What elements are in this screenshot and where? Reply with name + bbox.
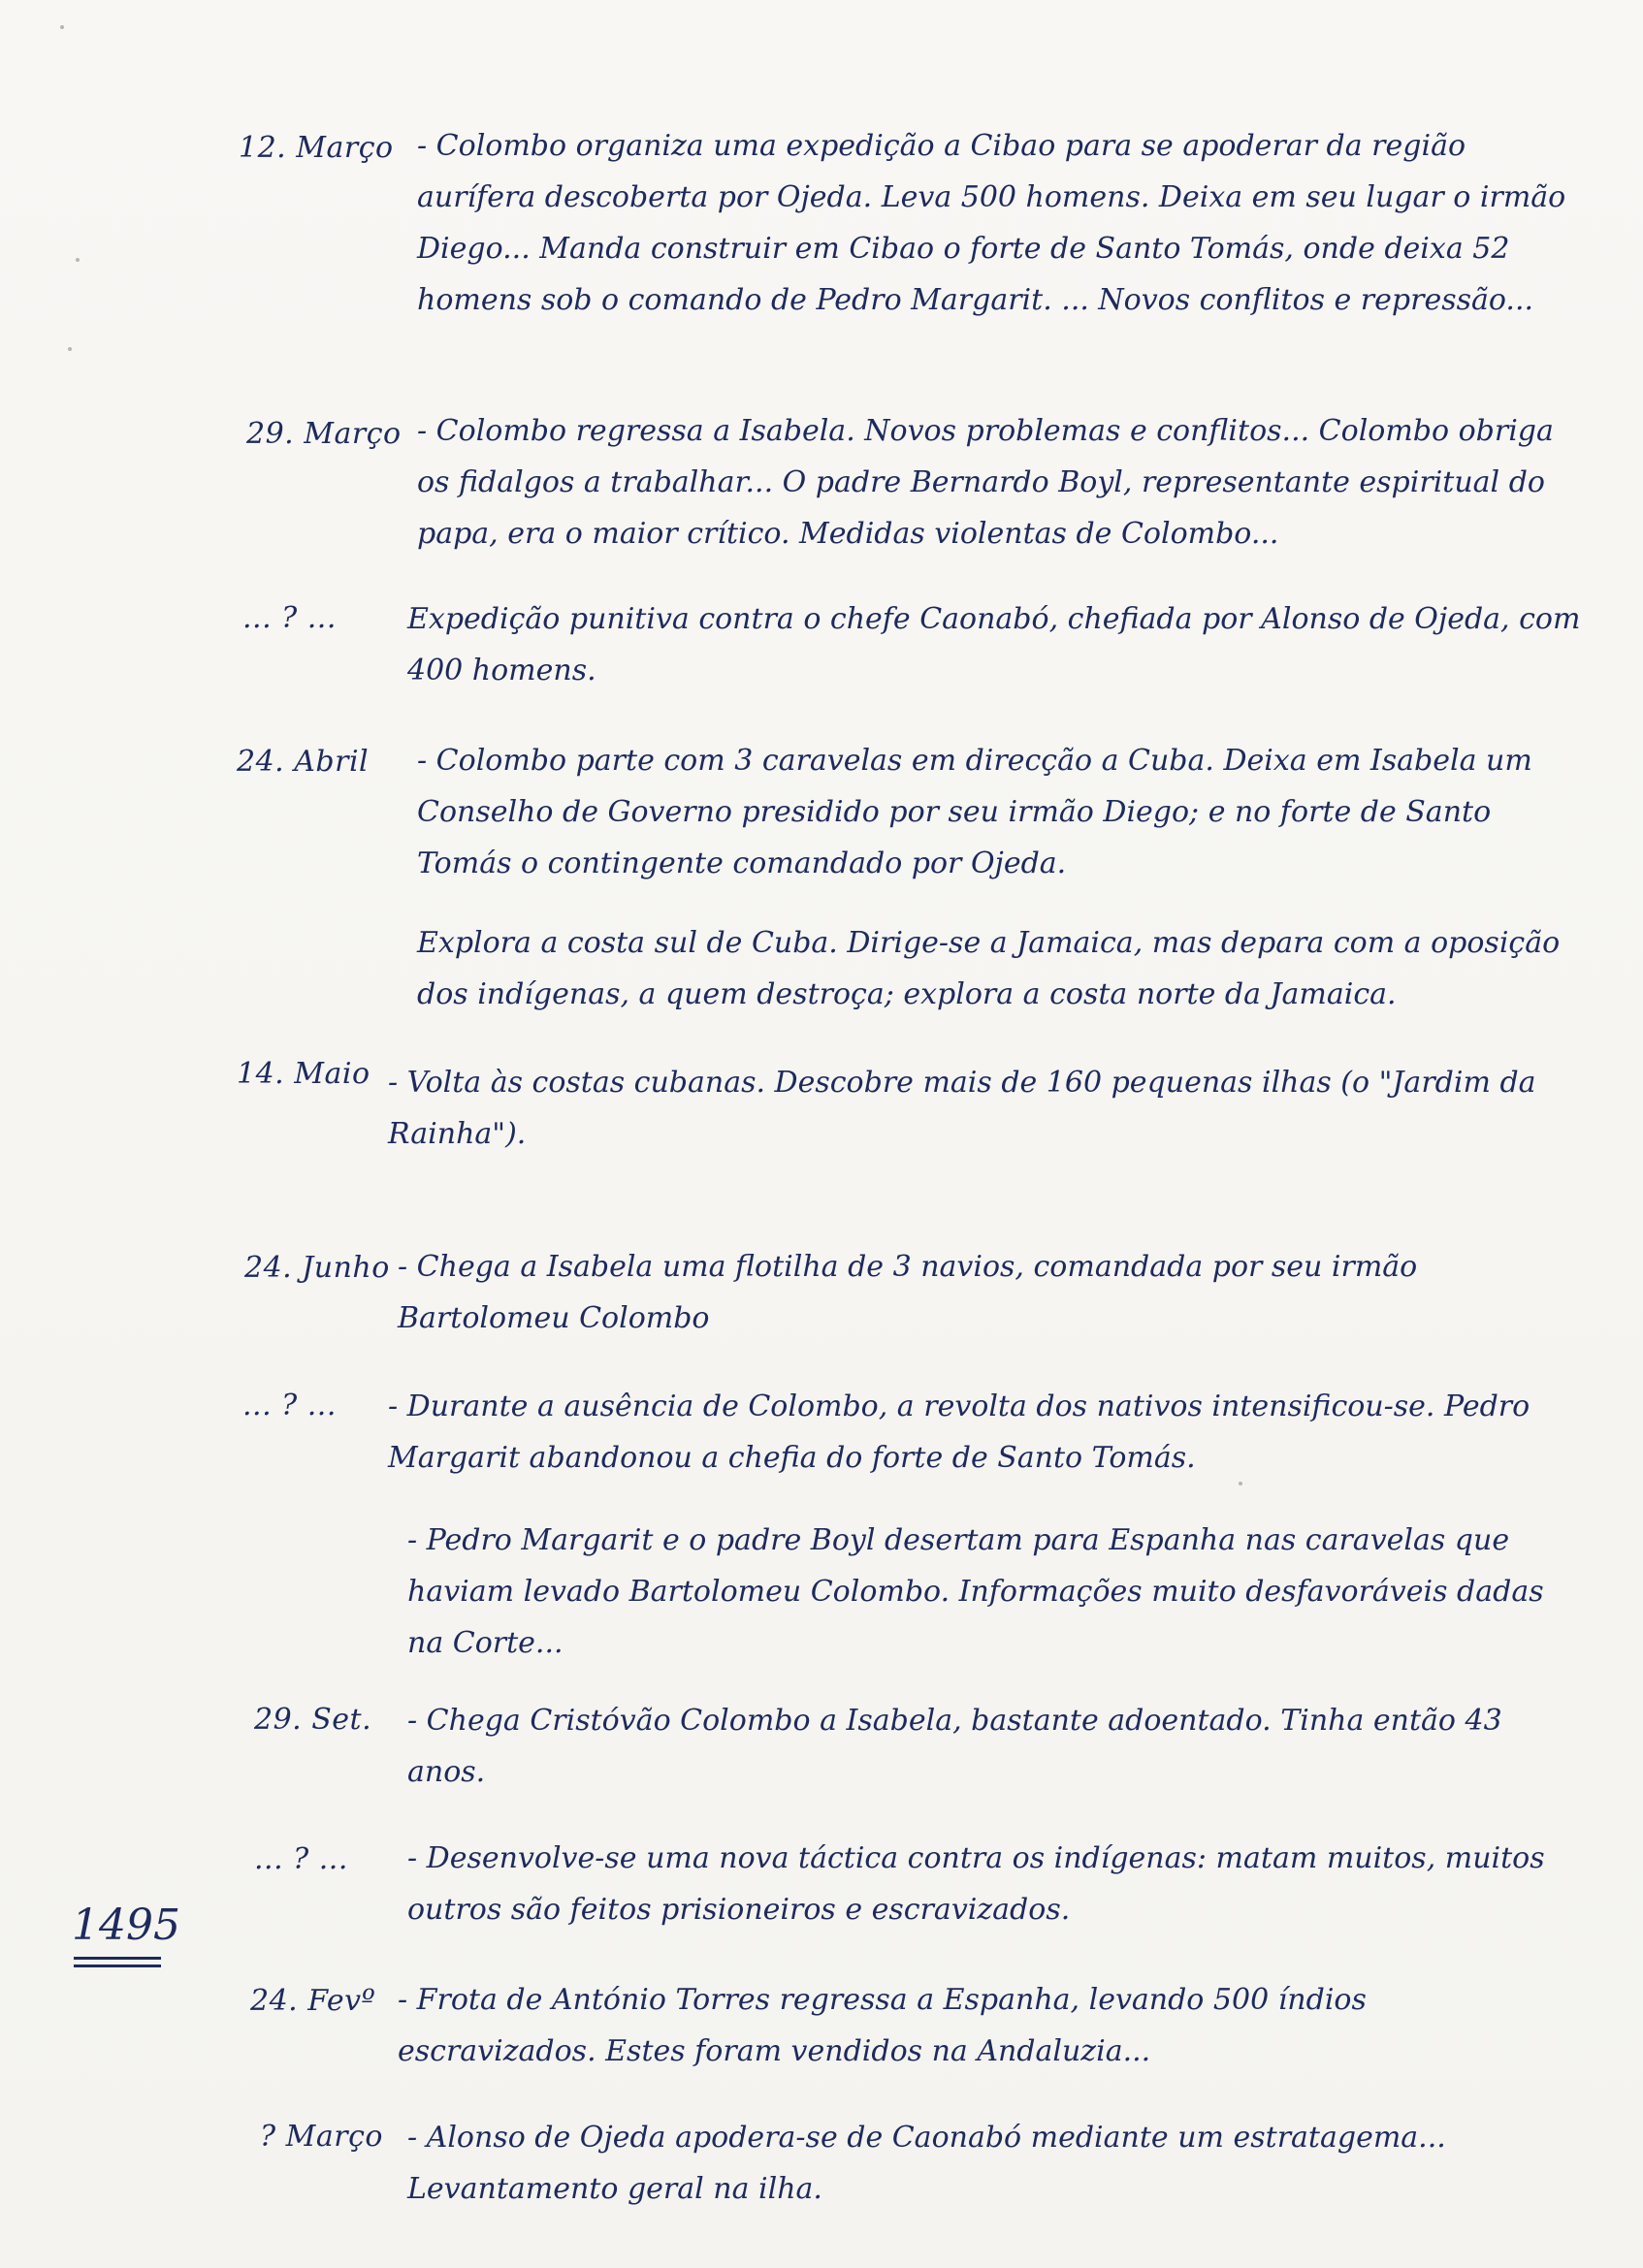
entry-date: 29. Março	[246, 417, 402, 451]
entry-text: - Volta às costas cubanas. Descobre mais de 160 pequenas ilhas (o "Jardim da Rainha").	[388, 1066, 1536, 1151]
entry-text: - Colombo parte com 3 caravelas em direcção a Cuba. Deixa em Isabela um Conselho de Governo presidido por seu irmão Diego; e no forte de Santo Tomás o contingente comandado por Ojeda.	[417, 744, 1532, 880]
entry-date: ? Março	[260, 2120, 383, 2154]
entry-text: - Pedro Margarit e o padre Boyl desertam para Espanha nas caravelas que haviam levado Bartolomeu Colombo. Informações muito desfavoráveis dadas na Corte...	[407, 1523, 1544, 1660]
year-underline-2	[74, 1965, 161, 1967]
entry-text: - Frota de António Torres regressa a Espanha, levando 500 índios escravizados. Estes foram vendidos na Andaluzia...	[398, 1983, 1367, 2068]
entry-date: 12. Março	[239, 131, 394, 165]
entry-text: - Chega Cristóvão Colombo a Isabela, bastante adoentado. Tinha então 43 anos.	[407, 1704, 1502, 1789]
entry-text: - Alonso de Ojeda apodera-se de Caonabó mediante um estratagema... Levantamento geral na ilha.	[407, 2121, 1446, 2206]
entry-text: Expedição punitiva contra o chefe Caonabó, chefiada por Alonso de Ojeda, com 400 homens.	[407, 602, 1581, 687]
entry-date: ... ? ...	[242, 1389, 337, 1422]
entry-text: - Durante a ausência de Colombo, a revolta dos nativos intensificou-se. Pedro Margarit abandonou a chefia do forte de Santo Tomás.	[388, 1390, 1530, 1475]
year-underline-1	[74, 1957, 161, 1960]
entry-date: 14. Maio	[237, 1057, 370, 1091]
entry-text: - Colombo organiza uma expedição a Cibao para se apoderar da região aurífera descoberta por Ojeda. Leva 500 homens. Deixa em seu lugar o irmão Diego... Manda construir em Cibao o forte de Santo Tomás, onde deixa 52 homens sob o comando de Pedro Margarit. ... Novos conflitos e repressão...	[417, 129, 1566, 317]
entry-text: - Colombo regressa a Isabela. Novos problemas e conflitos... Colombo obriga os fidalgos a trabalhar... O padre Bernardo Boyl, representante espiritual do papa, era o maior crítico. Medidas violentas de Colombo...	[417, 414, 1554, 551]
entry-text: - Chega a Isabela uma flotilha de 3 navios, comandada por seu irmão Bartolomeu Colombo	[398, 1250, 1418, 1335]
entry-date: 24. Abril	[237, 745, 370, 779]
entry-date: 29. Set.	[254, 1703, 372, 1737]
entry-date: ... ? ...	[242, 601, 337, 635]
entry-date: ... ? ...	[254, 1842, 348, 1876]
entry-date: 24. Junho	[244, 1251, 390, 1285]
entry-text: Explora a costa sul de Cuba. Dirige-se a Jamaica, mas depara com a oposição dos indígenas, a quem destroça; explora a costa norte da Jamaica.	[417, 926, 1561, 1011]
entry-date: 24. Fevº	[250, 1984, 376, 2018]
margin-year: 1495	[72, 1901, 180, 1950]
entry-text: - Desenvolve-se uma nova táctica contra os indígenas: matam muitos, muitos outros são feitos prisioneiros e escravizados.	[407, 1841, 1545, 1927]
